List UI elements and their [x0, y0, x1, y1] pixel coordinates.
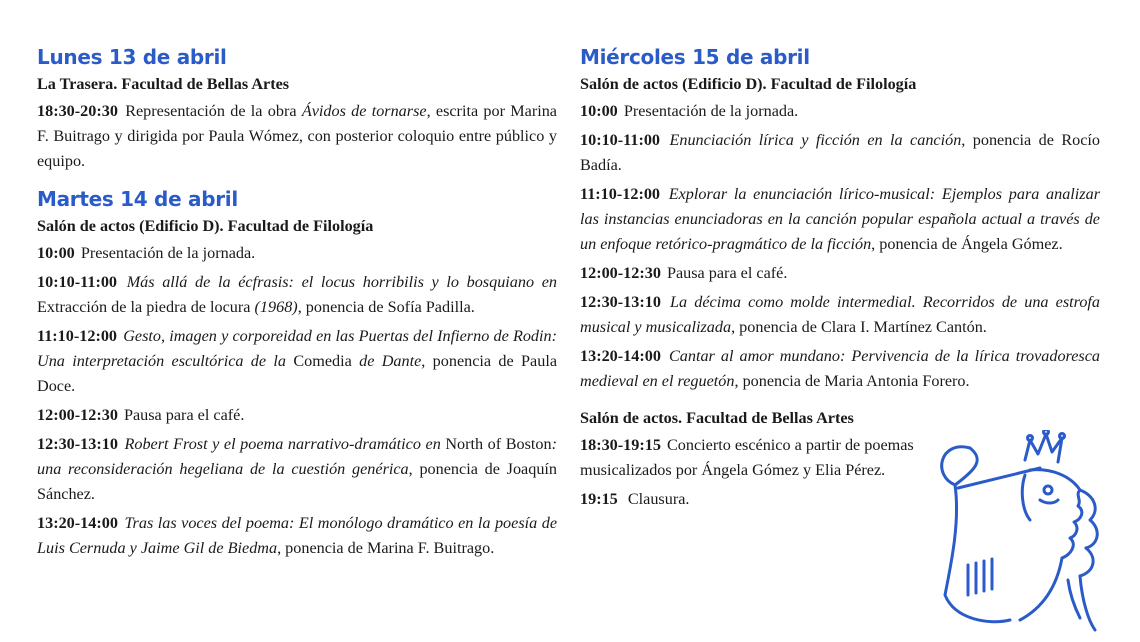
- lyre-poet-line-drawing-icon: [930, 430, 1110, 635]
- item-time: 12:00-12:30: [37, 406, 118, 424]
- program-item: [580, 99, 1100, 124]
- item-text: , ponencia de Clara I. Martínez Cantón.: [731, 318, 987, 336]
- item-text: Presentación de la jornada.: [623, 102, 799, 120]
- left-column: [37, 40, 557, 565]
- item-text: North of Boston: [440, 435, 552, 453]
- item-time: 11:10-12:00: [37, 327, 118, 345]
- item-text: , escrita por Marina F. Buitrago y dirigida por Paula Wómez, con posterior coloquio entre público y equipo.: [37, 102, 557, 170]
- item-time: 19:15: [580, 490, 618, 508]
- day-heading-monday: Lunes 13 de abril: [37, 45, 227, 69]
- item-text: , ponencia de Joaquín Sánchez.: [37, 460, 558, 503]
- program-item: [37, 432, 557, 507]
- day-heading-wednesday: Miércoles 15 de abril: [580, 45, 810, 69]
- item-text: Presentación de la jornada.: [80, 244, 256, 262]
- item-title: : una reconsideración hegeliana de la cuestión genérica: [37, 435, 557, 478]
- item-time: 10:10-11:00: [580, 131, 661, 149]
- closing-block: [580, 433, 920, 512]
- venue-salon-filologia: Salón de actos (Edificio D). Facultad de Filología: [580, 75, 917, 93]
- item-time: 10:00: [37, 244, 75, 262]
- item-text: , ponencia de Paula Doce.: [37, 352, 558, 395]
- item-text: Representación de la obra: [125, 102, 302, 120]
- item-text: Extracción de la piedra de locura: [37, 298, 255, 316]
- item-title: Más allá de la écfrasis: el locus horribilis y lo bosquiano en: [126, 273, 557, 291]
- item-text: Pausa para el café.: [123, 406, 245, 424]
- item-text: Concierto escénico a partir de poemas musicalizados por Ángela Gómez y Elia Pérez.: [580, 436, 914, 479]
- item-title: Explorar la enunciación lírico-musical: Ejemplos para analizar las instancias enunciadoras en la canción popular española actual a través de un enfoque retórico-pragmático de la ficción: [580, 185, 1100, 253]
- program-item: [37, 511, 557, 561]
- item-time: 13:20-14:00: [580, 347, 661, 365]
- day-heading-tuesday: Martes 14 de abril: [37, 187, 238, 211]
- item-title: Robert Frost y el poema narrativo-dramático en: [124, 435, 441, 453]
- item-time: 12:00-12:30: [580, 264, 661, 282]
- venue-la-trasera: La Trasera. Facultad de Bellas Artes: [37, 75, 290, 93]
- item-time: 18:30-19:15: [580, 436, 661, 454]
- item-title: La décima como molde intermedial. Recorridos de una estrofa musical y musicalizada: [580, 293, 1101, 336]
- item-time: 18:30-20:30: [37, 102, 118, 120]
- item-time: 12:30-13:10: [580, 293, 661, 311]
- item-text: , ponencia de Maria Antonia Forero.: [734, 372, 970, 390]
- item-text: , ponencia de Marina F. Buitrago.: [277, 539, 495, 557]
- item-text: , ponencia de Ángela Gómez.: [871, 235, 1063, 253]
- venue-salon-filologia: Salón de actos (Edificio D). Facultad de Filología: [37, 217, 374, 235]
- program-item: [580, 182, 1100, 257]
- item-title: Ávidos de tornarse: [301, 102, 427, 120]
- item-title: Cantar al amor mundano: Pervivencia de la lírica trovadoresca medieval en el reguetón: [580, 347, 1100, 390]
- program-item: [580, 487, 920, 512]
- program-item: [580, 344, 1100, 394]
- item-text: Comedia: [286, 352, 360, 370]
- program-item: [580, 261, 1100, 286]
- item-time: 11:10-12:00: [580, 185, 661, 203]
- item-title: Enunciación lírica y ficción en la canción: [669, 131, 962, 149]
- program-item: [580, 128, 1100, 178]
- program-item: [37, 99, 557, 174]
- program-item: [37, 324, 557, 399]
- program-item: [37, 241, 557, 266]
- item-title: (1968): [254, 298, 298, 316]
- item-time: 10:00: [580, 102, 618, 120]
- item-time: 12:30-13:10: [37, 435, 118, 453]
- program-item: [580, 433, 920, 483]
- item-title: Tras las voces del poema: El monólogo dramático en la poesía de Luis Cernuda y Jaime Gil de Biedma: [37, 514, 558, 557]
- program-item: [580, 290, 1100, 340]
- program-item: [37, 403, 557, 428]
- item-text: Pausa para el café.: [666, 264, 788, 282]
- item-time: 10:10-11:00: [37, 273, 118, 291]
- item-title: Gesto, imagen y corporeidad en las Puertas del Infierno de Rodin: Una interpretación escultórica de la: [37, 327, 558, 370]
- item-text: , ponencia de Sofía Padilla.: [297, 298, 475, 316]
- item-text: , ponencia de Rocío Badía.: [580, 131, 1101, 174]
- item-text: Clausura.: [623, 490, 690, 508]
- item-title: de Dante: [359, 352, 422, 370]
- program-item: [37, 270, 557, 320]
- item-time: 13:20-14:00: [37, 514, 118, 532]
- venue-salon-bellas-artes: Salón de actos. Facultad de Bellas Artes: [580, 409, 854, 427]
